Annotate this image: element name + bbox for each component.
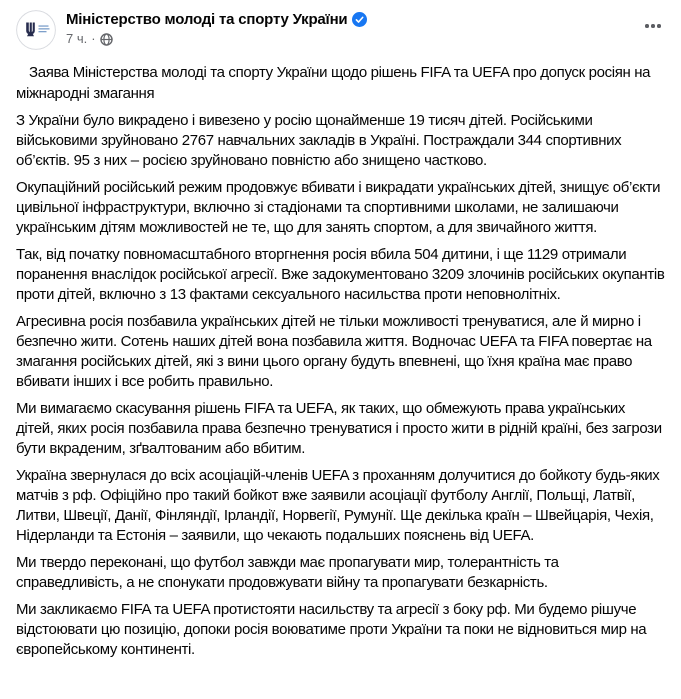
- post-text: [0, 50, 681, 660]
- post-paragraph: Окупаційний російський режим продовжує вбивати і викрадати українських дітей, знищує об’єкти цивільної інфраструктури, включно зі стадіонами та спортивними школами, не залишаючи українським дітям можливостей не те, що для занять спортом, а для звичайного життя.: [16, 179, 665, 236]
- post-paragraph: Україна звернулася до всіх асоціацій-членів UEFA з проханням долучитися до бойкоту будь-яких матчів з рф. Офіційно про такий бойкот вже заявили асоціації футболу Англії, Польщі, Латвії, Литви, Швеції, Данії, Фінляндії, Ірландії, Норвегії, Румунії. Ще декілька країн – Швейцарія, Чехія, Нідерланди та Естонія – заявили, що чекають подальших пояснень від UEFA.: [16, 467, 664, 544]
- meta-separator: ·: [91, 31, 96, 46]
- more-options-button[interactable]: [637, 14, 669, 38]
- post-paragraph: Так, від початку повномасштабного вторгнення росія вбила 504 дитини, і ще 1129 отримали поранення внаслідок російської агресії. Вже задокументовано 3209 злочинів російських окупантів проти дітей, включно з 13 фактами сексуального насильства проти неповнолітніх.: [16, 246, 669, 303]
- header-info: [66, 10, 665, 46]
- post-paragraph: [16, 63, 665, 104]
- red-exclamation-icon: [17, 64, 22, 84]
- ellipsis-icon: [645, 24, 649, 28]
- post-paragraph: Агресивна росія позбавила українських дітей не тільки можливості тренуватися, але й мирно і безпечно жити. Сотень наших дітей вона позбавила життя. Водночас UEFA та FIFA повертає на змагання російських дітей, які з вини цього органу будуть впевнені, що їхня країна має право вбивати інших і все робить правильно.: [16, 313, 656, 390]
- post-timestamp[interactable]: 7 ч.: [66, 31, 88, 46]
- post-header: [0, 0, 681, 50]
- page-name-row: [66, 10, 665, 28]
- post-paragraph: З України було викрадено і вивезено у росію щонайменше 19 тисяч дітей. Російськими військовими зруйновано 2767 навчальних закладів в Україні. Постраждали 344 спортивних об’єктів. 95 з них – росією зруйновано повністю або знищено частково.: [16, 112, 626, 169]
- post-paragraph-text: Заява Міністерства молоді та спорту України щодо рішень FIFA та UEFA про допуск росіян на міжнародні змагання: [16, 64, 655, 102]
- page-avatar[interactable]: [16, 10, 56, 50]
- verified-badge-icon: [352, 12, 367, 27]
- post-paragraph: Ми закликаємо FIFA та UEFA протистояти насильству та агресії з боку рф. Ми будемо рішуче відстоювати цю позицію, допоки росія воюватиме проти України та поки не відновиться мир на європейському континенті.: [16, 601, 651, 658]
- page-name-link[interactable]: Міністерство молоді та спорту України: [66, 11, 348, 28]
- post-meta-row: [66, 31, 665, 46]
- post-paragraph: Ми вимагаємо скасування рішень FIFA та UEFA, як таких, що обмежують права українських дітей, яких росія позбавила права безпечно тренуватися і просто жити в рідній країні, без загрози бути вкраденим, зґвалтованим або вбитим.: [16, 400, 666, 457]
- globe-icon: [100, 33, 113, 46]
- post-paragraph: Ми твердо переконані, що футбол завжди має пропагувати мир, толерантність та справедливість, а не спонукати продовжувати війну та пропагувати безкарність.: [16, 554, 563, 591]
